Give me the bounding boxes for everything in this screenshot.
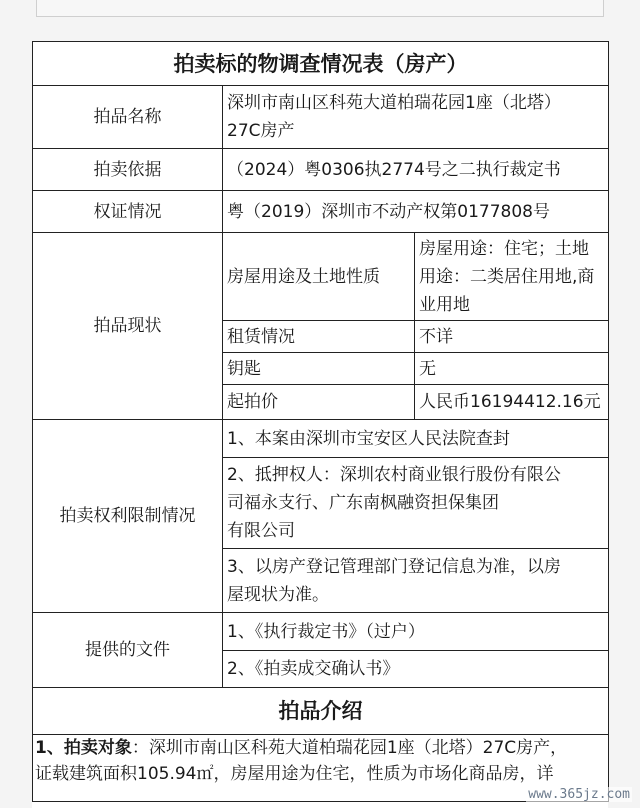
- status-value-line: 业用地: [419, 294, 470, 315]
- intro-line: [35, 735, 608, 761]
- restriction-line: 有限公司: [227, 521, 295, 541]
- status-row-name: 房屋用途及土地性质: [223, 233, 415, 321]
- intro-object-text: ：深圳市南山区科苑大道柏瑞花园1座（北塔）27C房产，: [131, 738, 568, 758]
- status-row-value: 人民币16194412.16元: [415, 385, 609, 420]
- document-item: 2、《拍卖成交确认书》: [223, 651, 609, 688]
- basis-label: 拍卖依据: [33, 149, 223, 191]
- status-row-name: 租赁情况: [223, 321, 415, 353]
- restriction-line: 3、以房产登记管理部门登记信息为准，以房: [227, 556, 561, 577]
- basis-value: （2024）粤0306执2774号之二执行裁定书: [223, 149, 609, 191]
- status-row-value: 不详: [415, 321, 609, 353]
- restriction-item: 1、本案由深圳市宝安区人民法院查封: [223, 420, 609, 458]
- item-name-line: 27C房产: [227, 121, 295, 141]
- certificate-label: 权证情况: [33, 191, 223, 233]
- auction-survey-sheet: [32, 41, 608, 808]
- restriction-line: 司福永支行、广东南枫融资担保集团: [227, 493, 499, 513]
- site-watermark: www.365jz.com: [528, 787, 630, 802]
- table-title: 拍卖标的物调查情况表（房产）: [33, 42, 609, 86]
- document-item: 1、《执行裁定书》（过户）: [223, 613, 609, 651]
- status-value-line: 房屋用途：住宅；土地: [419, 238, 589, 259]
- intro-body: [33, 735, 609, 802]
- restriction-item: [223, 458, 609, 549]
- restriction-line: 2、抵押权人：深圳农村商业银行股份有限公: [227, 465, 561, 485]
- intro-heading: 拍品介绍: [33, 688, 609, 735]
- previous-card-edge: [36, 0, 604, 17]
- documents-label: 提供的文件: [33, 613, 223, 688]
- survey-table: [32, 41, 609, 802]
- status-row-name: 起拍价: [223, 385, 415, 420]
- intro-line: 证载建筑面积105.94㎡，房屋用途为住宅，性质为市场化商品房，详: [35, 764, 554, 784]
- certificate-value: 粤（2019）深圳市不动产权第0177808号: [223, 191, 609, 233]
- item-name-line: 深圳市南山区科苑大道柏瑞花园1座（北塔）: [227, 93, 561, 113]
- restrictions-label: 拍卖权利限制情况: [33, 420, 223, 613]
- status-row-name: 钥匙: [223, 353, 415, 385]
- status-value-line: 用途：二类居住用地,商: [419, 266, 595, 287]
- restriction-item: [223, 549, 609, 613]
- status-row-value: [415, 233, 609, 321]
- status-label: 拍品现状: [33, 233, 223, 420]
- status-row-value: 无: [415, 353, 609, 385]
- restriction-line: 屋现状为准。: [227, 584, 329, 605]
- item-name-label: 拍品名称: [33, 86, 223, 149]
- intro-object-label: 1、拍卖对象: [35, 738, 132, 758]
- item-name-value: [223, 86, 609, 149]
